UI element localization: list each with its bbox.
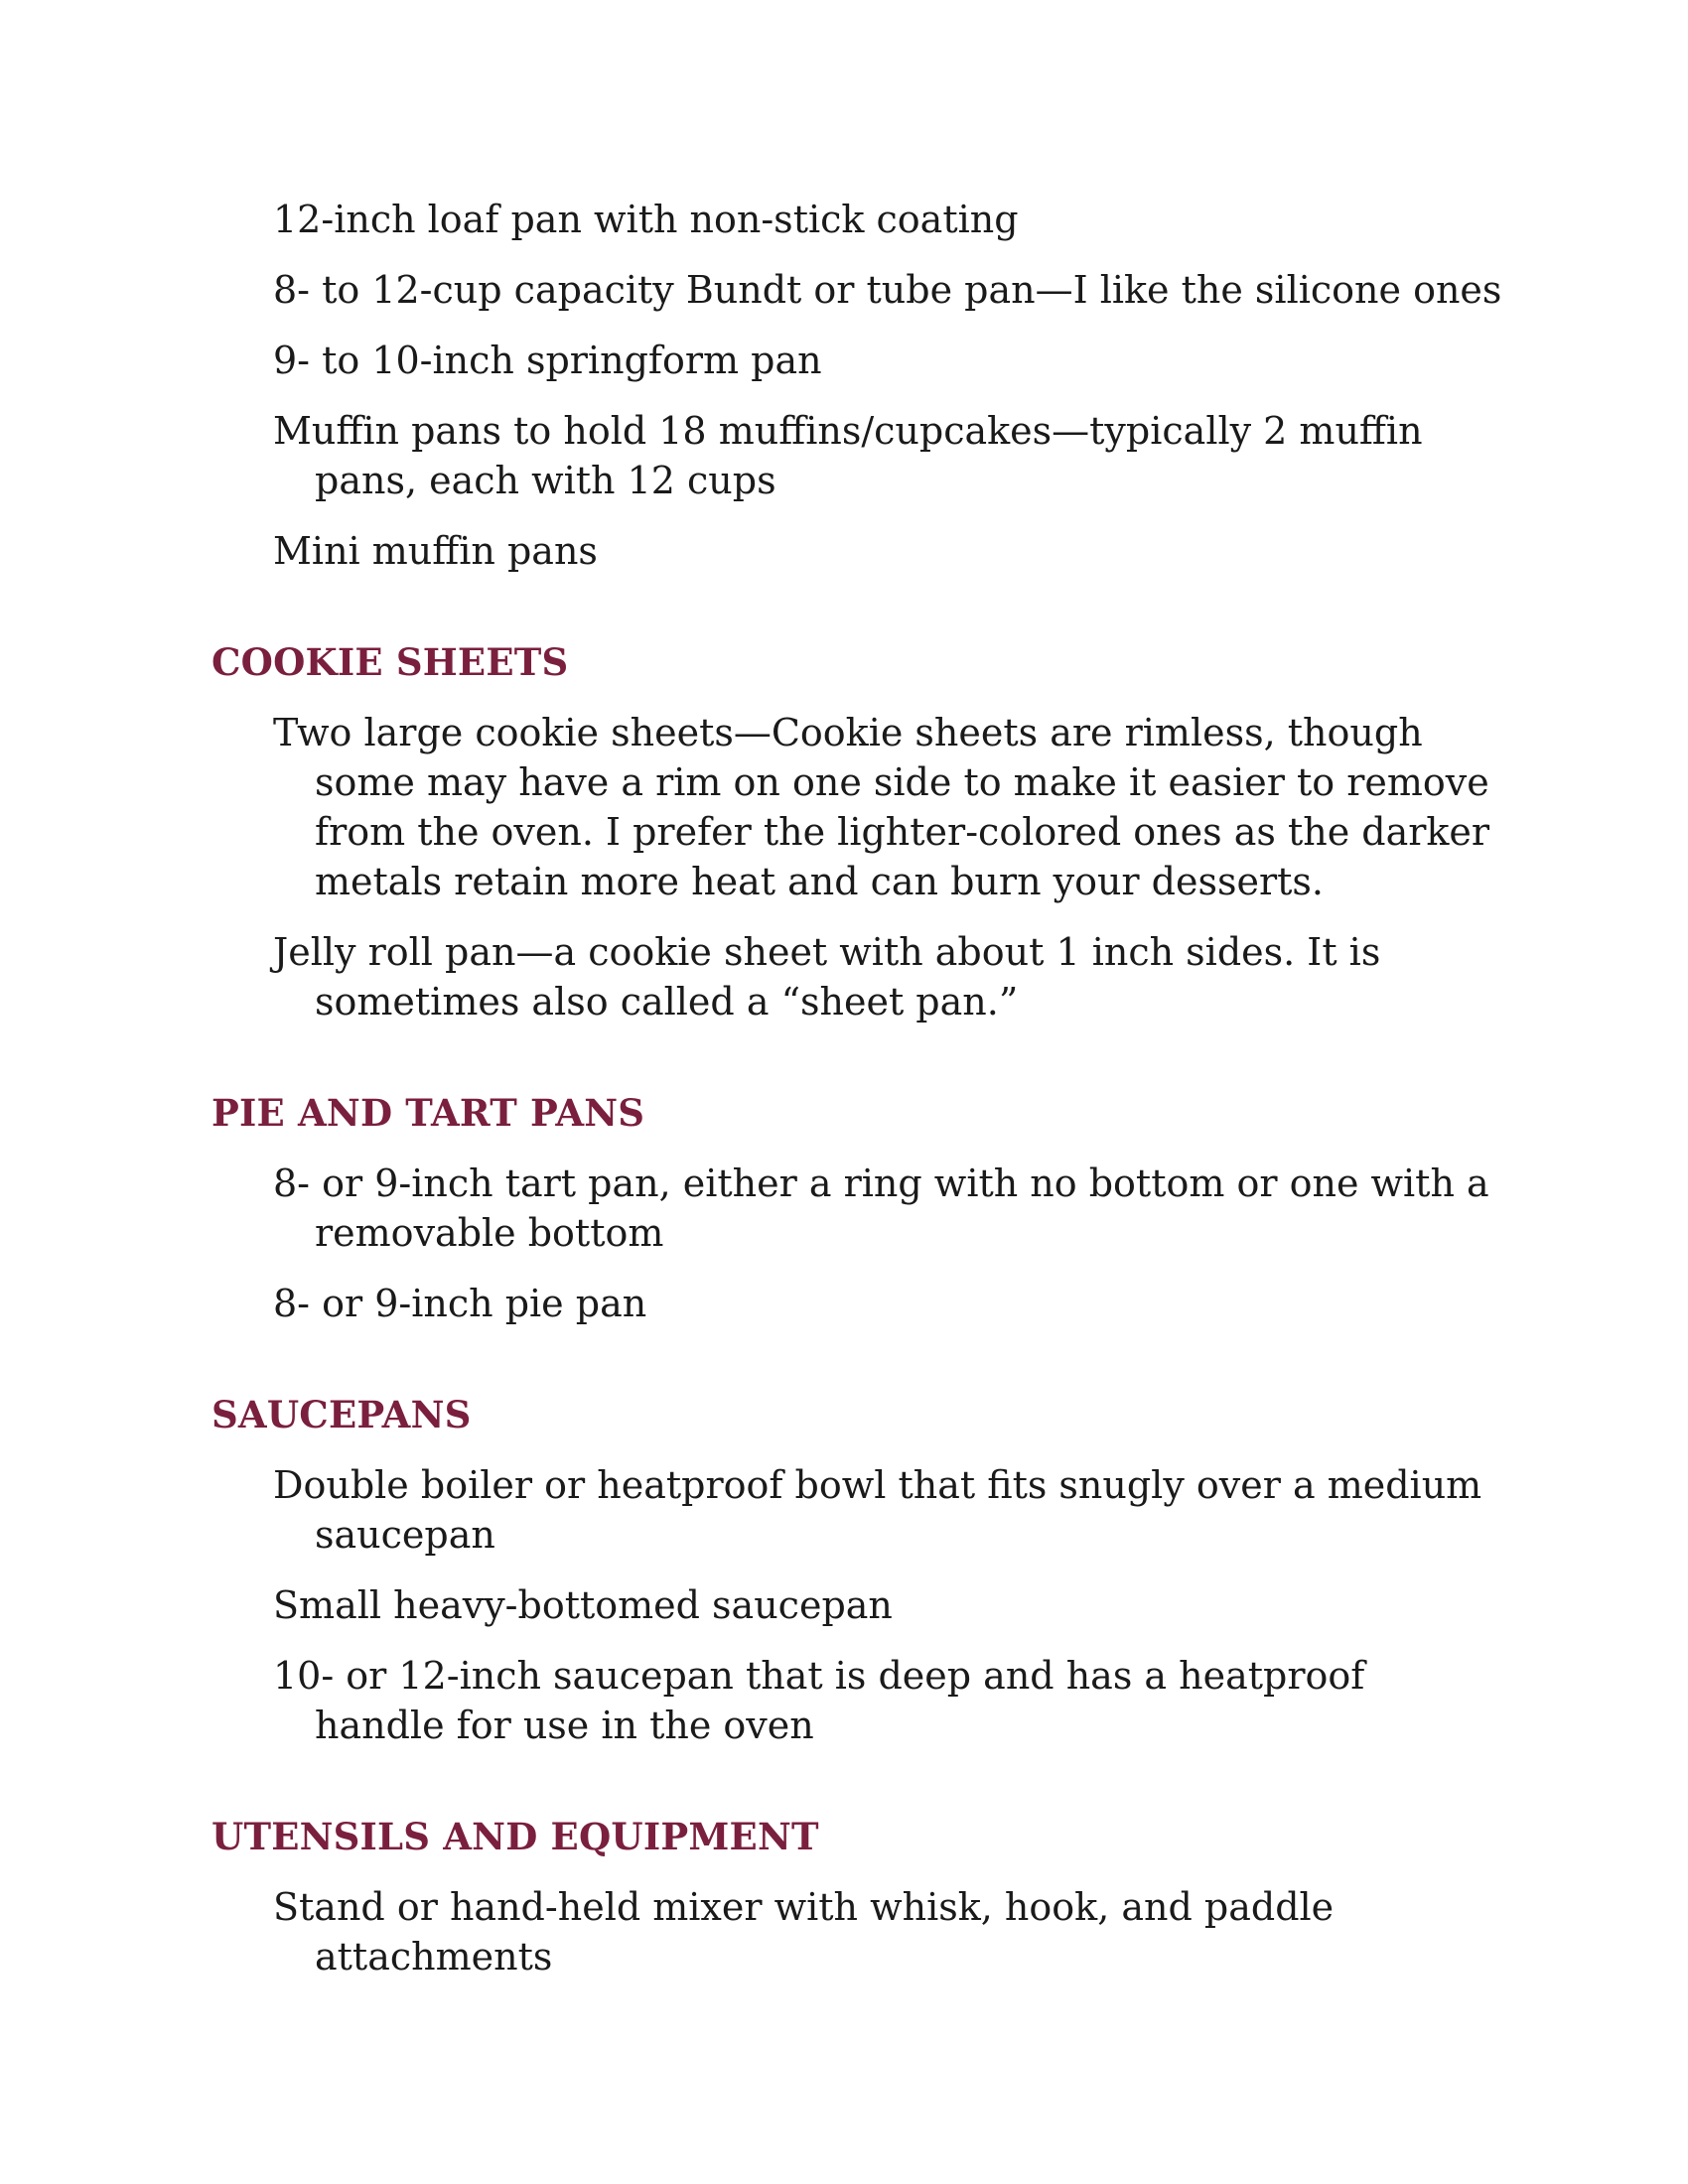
- section-pie-and-tart-pans: [211, 1088, 1502, 1328]
- list-item: Muffin pans to hold 18 muffins/cupcakes—typically 2 muffin pans, each with 12 cups: [273, 409, 1423, 502]
- section-spacer: [211, 1349, 1502, 1390]
- section-spacer: [211, 1047, 1502, 1088]
- list-item: Mini muffin pans: [273, 529, 598, 573]
- section-heading: PIE AND TART PANS: [211, 1091, 645, 1135]
- section-heading: COOKIE SHEETS: [211, 640, 569, 684]
- cookie-sheets-list: [211, 708, 1502, 1026]
- list-item: Jelly roll pan—a cookie sheet with about 1 inch sides. It is sometimes also called a “sheet pan.”: [273, 930, 1381, 1024]
- section-spacer: [211, 597, 1502, 637]
- section-saucepans: [211, 1390, 1502, 1750]
- section-utensils-and-equipment: [211, 1812, 1502, 1981]
- section-heading: SAUCEPANS: [211, 1393, 472, 1436]
- list-item: Stand or hand-held mixer with whisk, hook, and paddle attachments: [273, 1885, 1335, 1979]
- section-spacer: [211, 1771, 1502, 1812]
- utensils-and-equipment-list: [211, 1882, 1502, 1981]
- baking-pans-list: [211, 195, 1502, 576]
- section-baking-pans: [211, 195, 1502, 576]
- list-item: 8- to 12-cup capacity Bundt or tube pan—I like the silicone ones: [273, 268, 1502, 312]
- list-item: Small heavy-bottomed saucepan: [273, 1583, 893, 1627]
- section-cookie-sheets: [211, 637, 1502, 1026]
- saucepans-list: [211, 1460, 1502, 1750]
- section-heading: UTENSILS AND EQUIPMENT: [211, 1815, 819, 1858]
- pie-and-tart-pans-list: [211, 1159, 1502, 1328]
- list-item: 8- or 9-inch tart pan, either a ring with no bottom or one with a removable bottom: [273, 1161, 1489, 1255]
- list-item: 8- or 9-inch pie pan: [273, 1282, 647, 1325]
- list-item: Double boiler or heatproof bowl that fits snugly over a medium saucepan: [273, 1463, 1482, 1557]
- list-item: Two large cookie sheets—Cookie sheets are rimless, though some may have a rim on one side to make it easier to remove from the oven. I prefer the lighter-colored ones as the darker metals retain more heat and can burn your desserts.: [273, 711, 1490, 903]
- list-item: 9- to 10-inch springform pan: [273, 339, 822, 382]
- list-item: 12-inch loaf pan with non-stick coating: [273, 198, 1019, 241]
- equipment-list-content: [211, 195, 1502, 2002]
- list-item: 10- or 12-inch saucepan that is deep and has a heatproof handle for use in the oven: [273, 1654, 1365, 1747]
